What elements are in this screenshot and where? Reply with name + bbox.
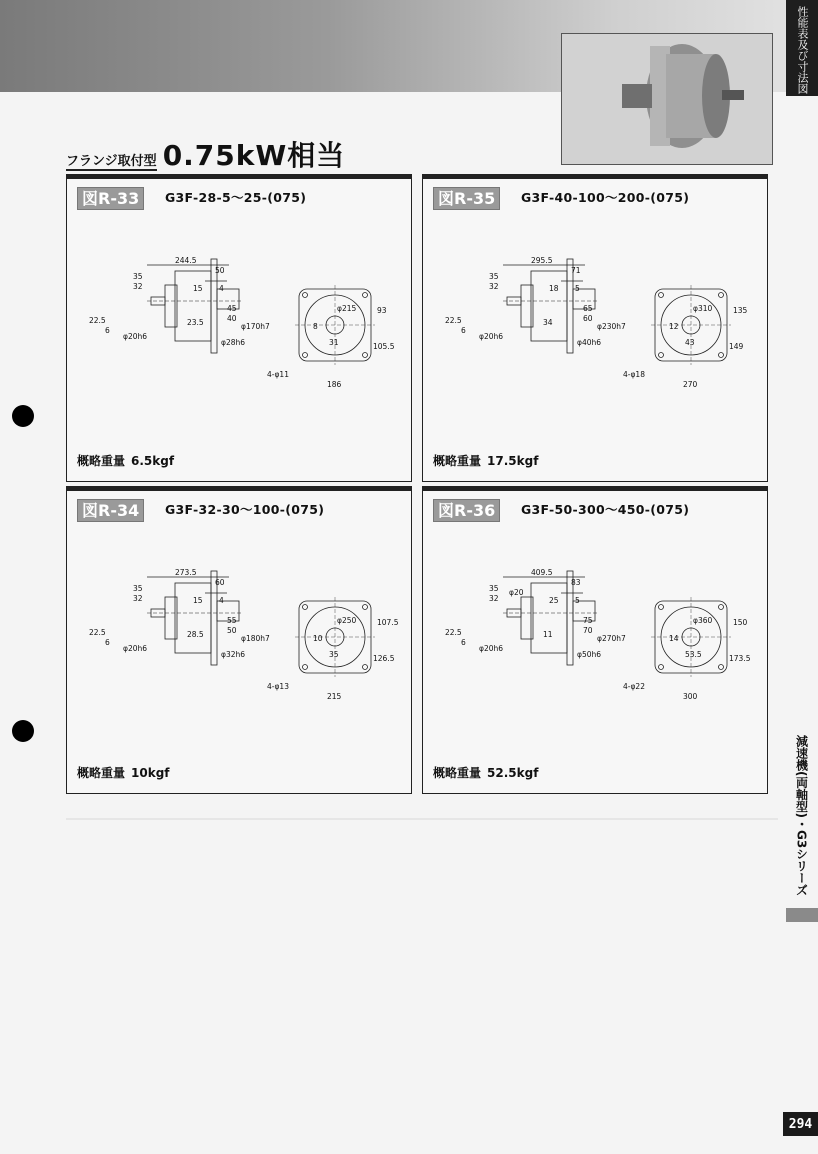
dim-r2: 173.5: [729, 654, 751, 663]
figure-number: 図R-35: [433, 187, 500, 210]
dim-s1: 22.5: [445, 628, 462, 637]
dim-pcd: φ250: [337, 616, 357, 625]
dim-shaft-dia: φ50h6: [577, 650, 602, 659]
dim-flange-dia: φ180h7: [241, 634, 270, 643]
dim-w1: 31: [329, 338, 339, 347]
dim-r1: 107.5: [377, 618, 399, 627]
dim-length: 244.5: [175, 256, 197, 265]
dim-b: 35: [133, 584, 143, 593]
dim-g: 70: [583, 626, 593, 635]
dimension-drawing: [67, 531, 411, 761]
section-tab: 性能表及び寸法図: [786, 0, 818, 96]
mount-hole: [303, 293, 308, 298]
weight-value: 17.5kgf: [487, 454, 539, 468]
dim-r1: 135: [733, 306, 748, 315]
dim-length: 295.5: [531, 256, 553, 265]
mount-hole: [363, 293, 368, 298]
dim-flange-dia: φ230h7: [597, 322, 626, 331]
dim-holes: 4-φ18: [623, 370, 645, 379]
dim-f: 55: [227, 616, 237, 625]
dim-pcd: φ310: [693, 304, 713, 313]
dimension-drawing: [67, 219, 411, 449]
dim-g: 40: [227, 314, 237, 323]
dim-b: 35: [133, 272, 143, 281]
dim-holes: 4-φ22: [623, 682, 645, 691]
mount-hole: [303, 605, 308, 610]
mount-hole: [303, 353, 308, 358]
dim-width: 300: [683, 692, 698, 701]
dim-g: 60: [583, 314, 593, 323]
series-label: 減速機(両軸型)・G3シリーズ: [794, 735, 809, 897]
dim-w1: 53.5: [685, 650, 702, 659]
dim-r2: 149: [729, 342, 744, 351]
mount-hole: [659, 293, 664, 298]
figure-number: 図R-36: [433, 499, 500, 522]
dim-c: 32: [133, 282, 143, 291]
page-number: 294: [783, 1112, 818, 1136]
weight-value: 52.5kgf: [487, 766, 539, 780]
dim-width: 215: [327, 692, 342, 701]
dim-input-shaft: φ20h6: [479, 332, 504, 341]
weight-line: [433, 764, 538, 781]
weight-value: 6.5kgf: [131, 454, 175, 468]
dim-a: 83: [571, 578, 581, 587]
dim-a: 71: [571, 266, 581, 275]
figure-number: 図R-34: [77, 499, 144, 522]
model-number: G3F-50-300～450-(075): [521, 502, 690, 517]
dim-shaft-dia: φ32h6: [221, 650, 246, 659]
dim-flange-dia: φ270h7: [597, 634, 626, 643]
dim-c: 32: [489, 594, 499, 603]
dim-f: 45: [227, 304, 237, 313]
dim-g: 50: [227, 626, 237, 635]
mount-hole: [719, 605, 724, 610]
dim-f: 75: [583, 616, 593, 625]
dim-length: 409.5: [531, 568, 553, 577]
dim-d: 18: [549, 284, 559, 293]
dim-a: 50: [215, 266, 225, 275]
dimension-drawing: [423, 531, 767, 761]
dim-width: 270: [683, 380, 698, 389]
title-prefix: フランジ取付型: [66, 150, 157, 171]
mount-hole: [363, 353, 368, 358]
dim-h: 28.5: [187, 630, 204, 639]
weight-line: [77, 452, 174, 469]
dim-f: 65: [583, 304, 593, 313]
dim-shaft-dia: φ40h6: [577, 338, 602, 347]
dim-e: 5: [575, 596, 580, 605]
dim-input-shaft: φ20h6: [479, 644, 504, 653]
motor-body: [175, 583, 211, 653]
weight-value: 10kgf: [131, 766, 170, 780]
title-main: 0.75kW相当: [163, 134, 346, 176]
weight-label: 概略重量: [433, 766, 482, 780]
dim-e: 5: [575, 284, 580, 293]
dim-h: 11: [543, 630, 553, 639]
dim-holes: 4-φ13: [267, 682, 289, 691]
model-number: G3F-32-30～100-(075): [165, 502, 325, 517]
dim-width: 186: [327, 380, 342, 389]
figure-panel: [66, 490, 412, 794]
figure-panel: [422, 178, 768, 482]
dim-a: 60: [215, 578, 225, 587]
mount-hole: [363, 665, 368, 670]
dim-r2: 126.5: [373, 654, 395, 663]
side-marker: [786, 908, 818, 922]
dim-key: 8: [313, 322, 318, 331]
motor-body: [175, 271, 211, 341]
dim-s2: 6: [461, 326, 466, 335]
dim-b: 35: [489, 272, 499, 281]
dim-w1: 35: [329, 650, 339, 659]
mount-hole: [363, 605, 368, 610]
mount-hole: [303, 665, 308, 670]
dim-s2: 6: [461, 638, 466, 647]
figure-panel: [422, 490, 768, 794]
motor-body: [531, 583, 567, 653]
mount-hole: [719, 293, 724, 298]
mount-hole: [659, 353, 664, 358]
dim-e: 4: [219, 284, 224, 293]
dim-input-shaft: φ20h6: [123, 644, 148, 653]
model-number: G3F-40-100～200-(075): [521, 190, 690, 205]
bleed-through: [66, 818, 778, 820]
mount-hole: [659, 605, 664, 610]
binder-hole-top: [12, 405, 34, 427]
dim-key: 14: [669, 634, 679, 643]
dim-r1: 93: [377, 306, 387, 315]
dim-c: 32: [133, 594, 143, 603]
mount-hole: [659, 665, 664, 670]
dim-shaft-dia: φ28h6: [221, 338, 246, 347]
weight-label: 概略重量: [77, 454, 126, 468]
figure-number: 図R-33: [77, 187, 144, 210]
binder-hole-bottom: [12, 720, 34, 742]
page-title: [66, 134, 345, 176]
dim-s1: 22.5: [445, 316, 462, 325]
dim-s2: 6: [105, 638, 110, 647]
dim-key: 12: [669, 322, 679, 331]
weight-line: [77, 764, 170, 781]
dim-flange-dia: φ170h7: [241, 322, 270, 331]
dim-d: 15: [193, 284, 203, 293]
dim-h: 34: [543, 318, 553, 327]
dim-key: 10: [313, 634, 323, 643]
dim-s1: 22.5: [89, 628, 106, 637]
dim-e: 4: [219, 596, 224, 605]
dim-pcd: φ360: [693, 616, 713, 625]
dim-s1: 22.5: [89, 316, 106, 325]
dim-length: 273.5: [175, 568, 197, 577]
mount-hole: [719, 353, 724, 358]
dim-w1: 43: [685, 338, 695, 347]
dim-d: 15: [193, 596, 203, 605]
dim-b: 35: [489, 584, 499, 593]
dim-extra: φ20: [509, 588, 524, 597]
motor-photo: [561, 33, 773, 165]
dim-pcd: φ215: [337, 304, 357, 313]
dim-r1: 150: [733, 618, 748, 627]
motor-body: [531, 271, 567, 341]
figure-panel: [66, 178, 412, 482]
dim-c: 32: [489, 282, 499, 291]
dim-holes: 4-φ11: [267, 370, 289, 379]
dim-r2: 105.5: [373, 342, 395, 351]
weight-label: 概略重量: [77, 766, 126, 780]
dim-d: 25: [549, 596, 559, 605]
mount-hole: [719, 665, 724, 670]
dim-s2: 6: [105, 326, 110, 335]
dim-h: 23.5: [187, 318, 204, 327]
weight-label: 概略重量: [433, 454, 482, 468]
dim-input-shaft: φ20h6: [123, 332, 148, 341]
weight-line: [433, 452, 538, 469]
dimension-drawing: [423, 219, 767, 449]
model-number: G3F-28-5～25-(075): [165, 190, 307, 205]
